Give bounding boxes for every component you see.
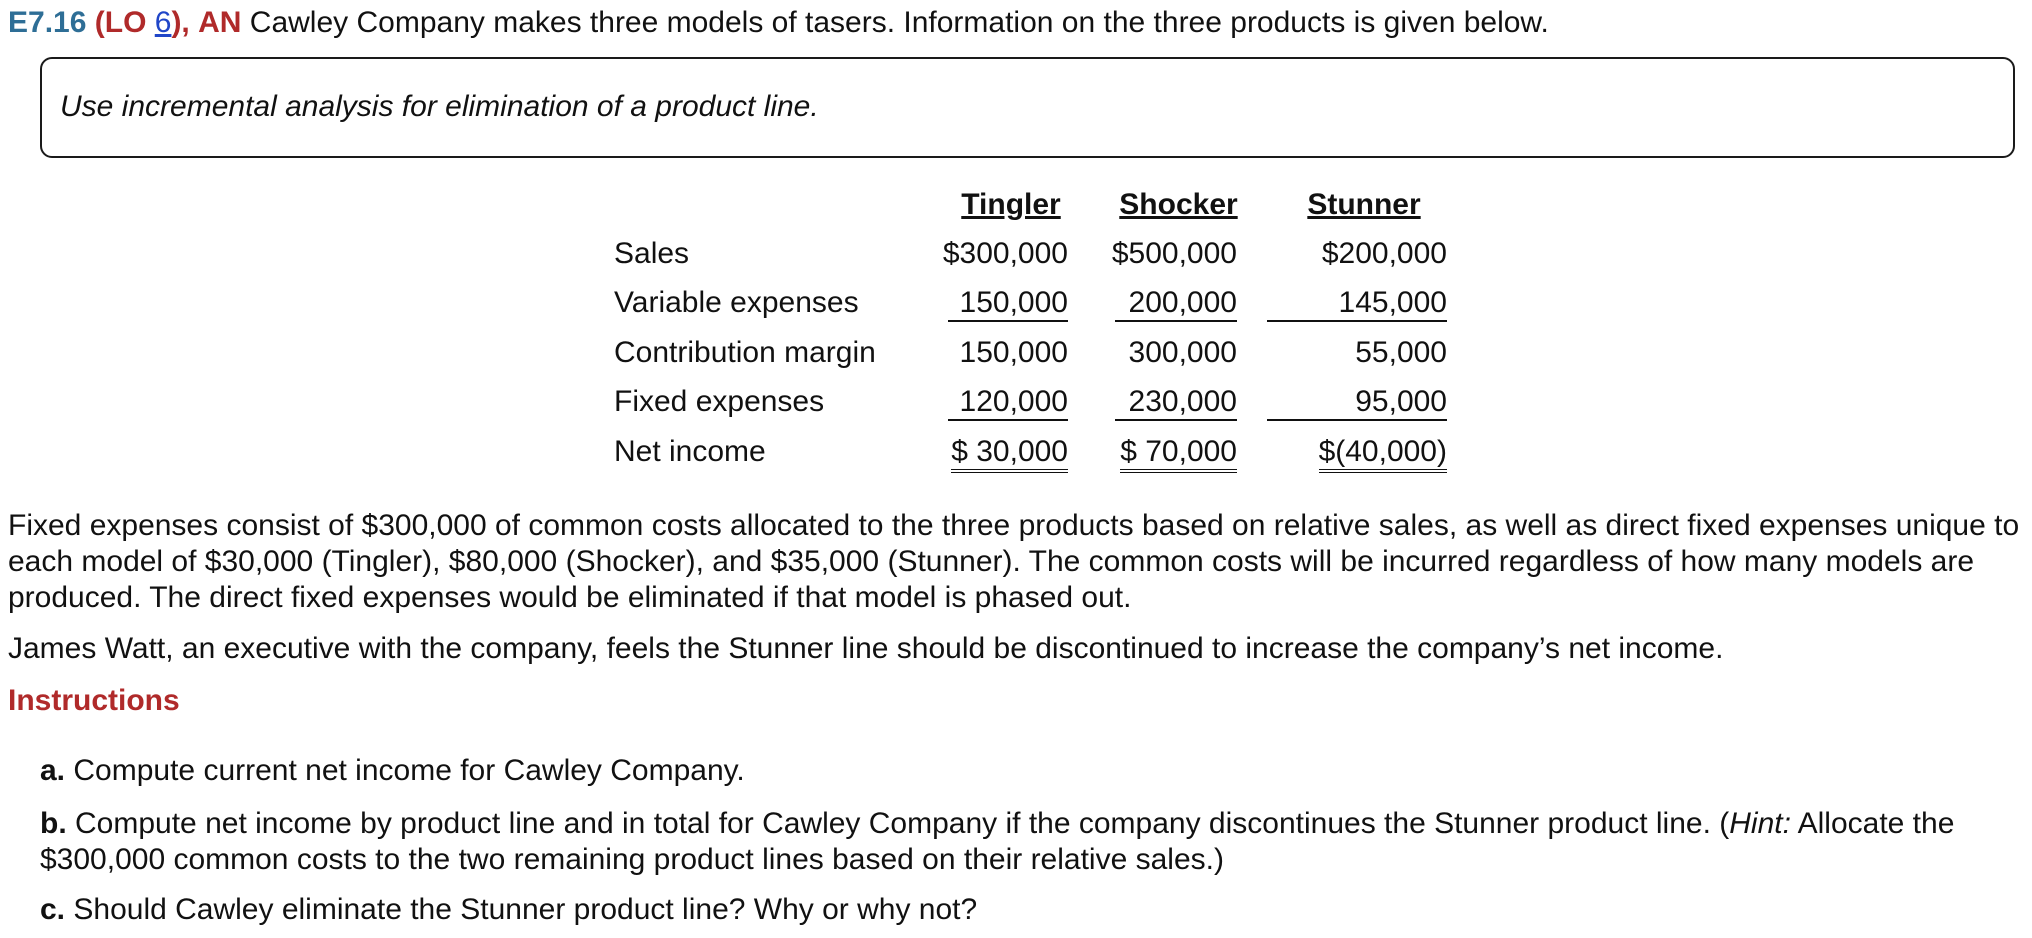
cell-value: $ 70,000: [1120, 435, 1237, 473]
table-row-net-income: [614, 427, 1450, 477]
row-label: Contribution margin: [614, 335, 876, 369]
instruction-letter: a.: [40, 754, 66, 787]
table-header-row: [614, 180, 1450, 229]
column-header-shocker: Shocker: [1119, 187, 1238, 221]
instructions-title: Instructions: [8, 684, 180, 717]
cell-value: 200,000: [1115, 286, 1237, 322]
learning-objective-tag: [95, 6, 190, 39]
cell-value: 230,000: [1115, 385, 1237, 421]
hint-label: Hint:: [1729, 807, 1791, 840]
instruction-text: Should Cawley eliminate the Stunner product line? Why or why not?: [73, 893, 978, 926]
cell-value: 145,000: [1267, 286, 1447, 322]
fixed-expenses-paragraph: Fixed expenses consist of $300,000 of common costs allocated to the three products based on relative sales, as well as direct fixed expenses unique to each model of $30,000 (Tingler), $80,000 (Shocker), and $35,000 (Stunner). The common costs will be incurred regardless of how many models are produced. The direct fixed expenses would be eliminated if that model is phased out.: [8, 509, 2020, 614]
row-label: Sales: [614, 236, 690, 270]
learning-objective-link[interactable]: 6: [154, 6, 172, 39]
cell-value: $ 30,000: [951, 435, 1068, 473]
column-header-stunner: Stunner: [1307, 187, 1421, 221]
cell-value: 95,000: [1267, 385, 1447, 421]
lo-prefix: (LO: [94, 6, 155, 39]
exercise-intro: Cawley Company makes three models of tasers. Information on the three products is given below.: [249, 6, 1549, 39]
table-row-contribution-margin: [614, 328, 1450, 378]
table-row-variable-expenses: [614, 279, 1450, 329]
table-row-sales: [614, 229, 1450, 279]
instruction-text: Compute net income by product line and in total for Cawley Company if the company discontinues the Stunner product line. (: [75, 807, 1730, 840]
cell-value: 55,000: [1355, 335, 1447, 369]
product-income-table: [614, 180, 1450, 477]
lo-suffix: ),: [171, 6, 190, 39]
cell-value: 150,000: [959, 335, 1068, 369]
exercise-heading: [8, 2, 1549, 44]
cell-value: 300,000: [1128, 335, 1237, 369]
learning-objective-box: [40, 57, 2015, 158]
instruction-letter: c.: [40, 893, 66, 926]
table-row-fixed-expenses: [614, 378, 1450, 428]
row-label: Variable expenses: [614, 286, 859, 320]
row-label: Net income: [614, 434, 766, 468]
instruction-text: Compute current net income for Cawley Company.: [73, 754, 745, 787]
instruction-c: [40, 892, 2020, 928]
cell-value: $500,000: [1111, 236, 1237, 270]
instruction-letter: b.: [40, 807, 67, 840]
cell-value: $(40,000): [1319, 435, 1447, 473]
row-label: Fixed expenses: [614, 385, 825, 419]
instruction-a: [40, 753, 2020, 789]
cell-value: 150,000: [948, 286, 1068, 322]
learning-objective-text: Use incremental analysis for elimination of a product line.: [60, 90, 819, 123]
header-spacer: [614, 180, 919, 229]
instruction-b: [40, 806, 2020, 878]
cell-value: $300,000: [942, 236, 1068, 270]
column-header-tingler: Tingler: [961, 187, 1061, 221]
instruction-text-continued: Allocate the $300,000 common costs to the two remaining product lines based on their relative sales.): [40, 807, 1955, 876]
executive-opinion-paragraph: James Watt, an executive with the company, feels the Stunner line should be discontinued to increase the company’s net income.: [8, 632, 1724, 665]
exercise-number: E7.16: [8, 6, 87, 39]
skill-tag: AN: [198, 6, 242, 39]
cell-value: $200,000: [1321, 236, 1447, 270]
cell-value: 120,000: [948, 385, 1068, 421]
